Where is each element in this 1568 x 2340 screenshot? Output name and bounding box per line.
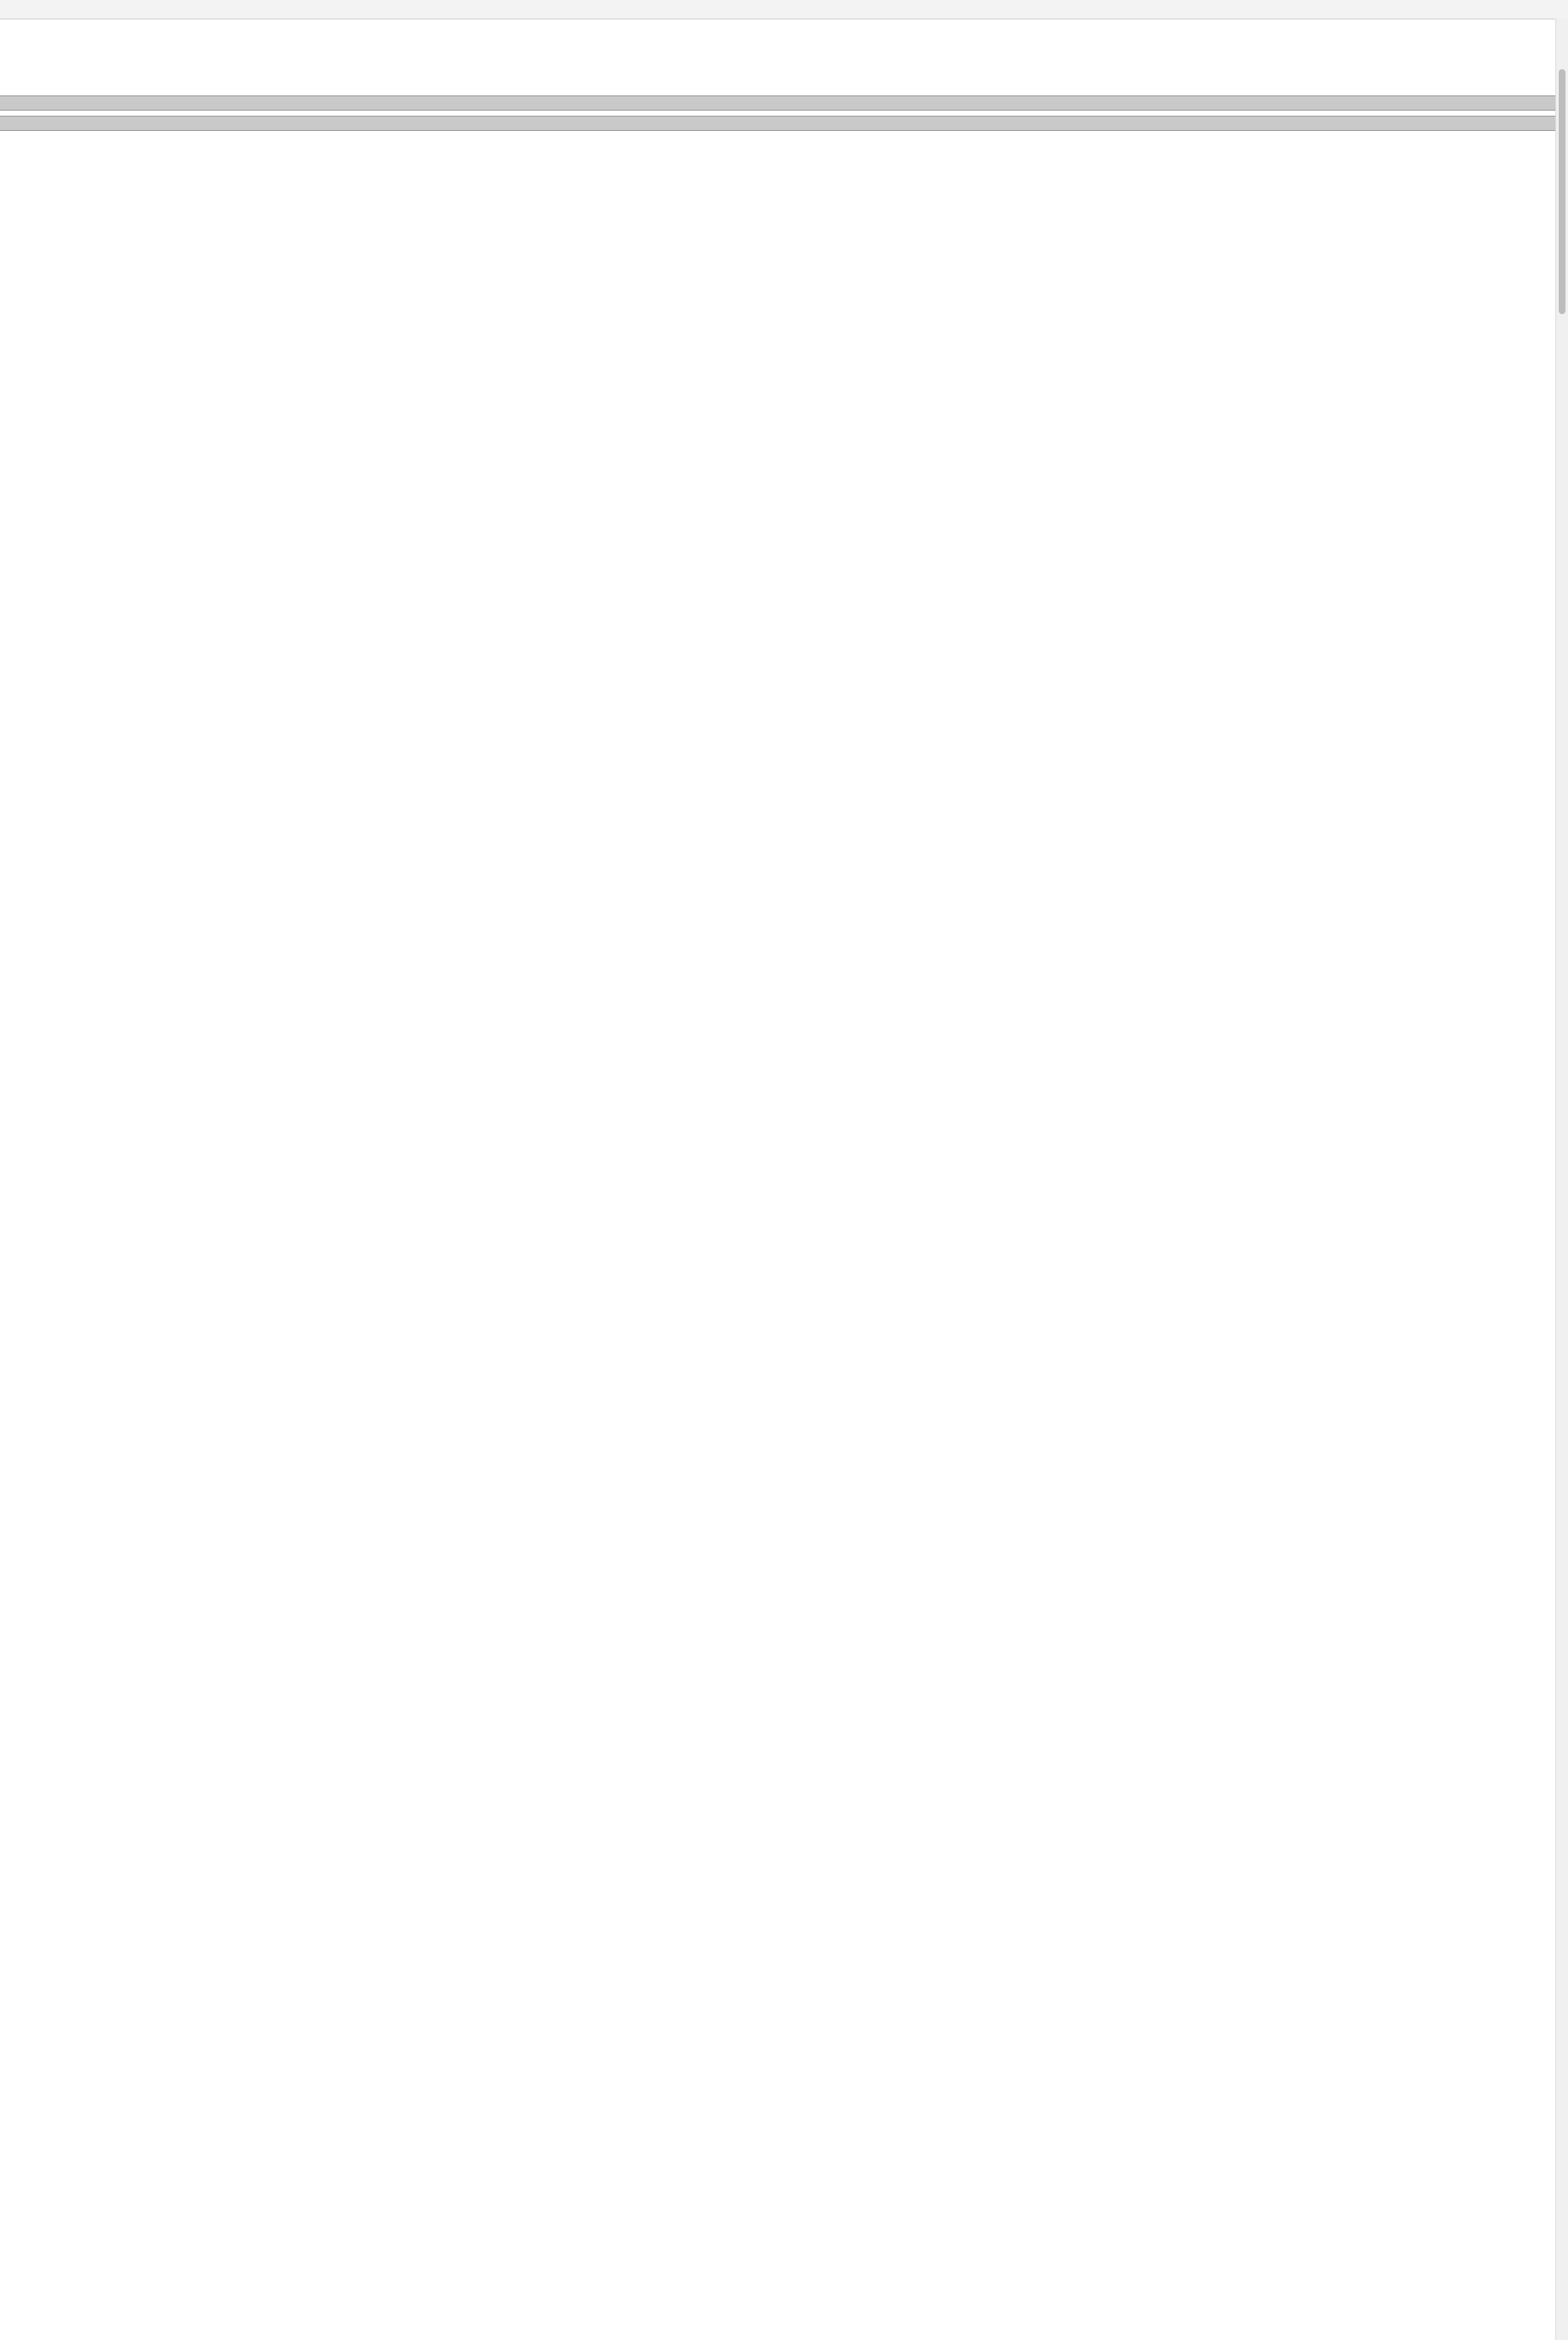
section-band-31plus [0,116,1568,131]
section-band-1-30 [0,95,1568,111]
column-header-bar [0,0,1568,19]
spreadsheet [0,0,1568,258]
reference-tables [0,131,1568,258]
rules-section [0,19,1568,95]
vertical-scrollbar[interactable] [1555,19,1568,2340]
scrollbar-thumb[interactable] [1559,69,1565,314]
